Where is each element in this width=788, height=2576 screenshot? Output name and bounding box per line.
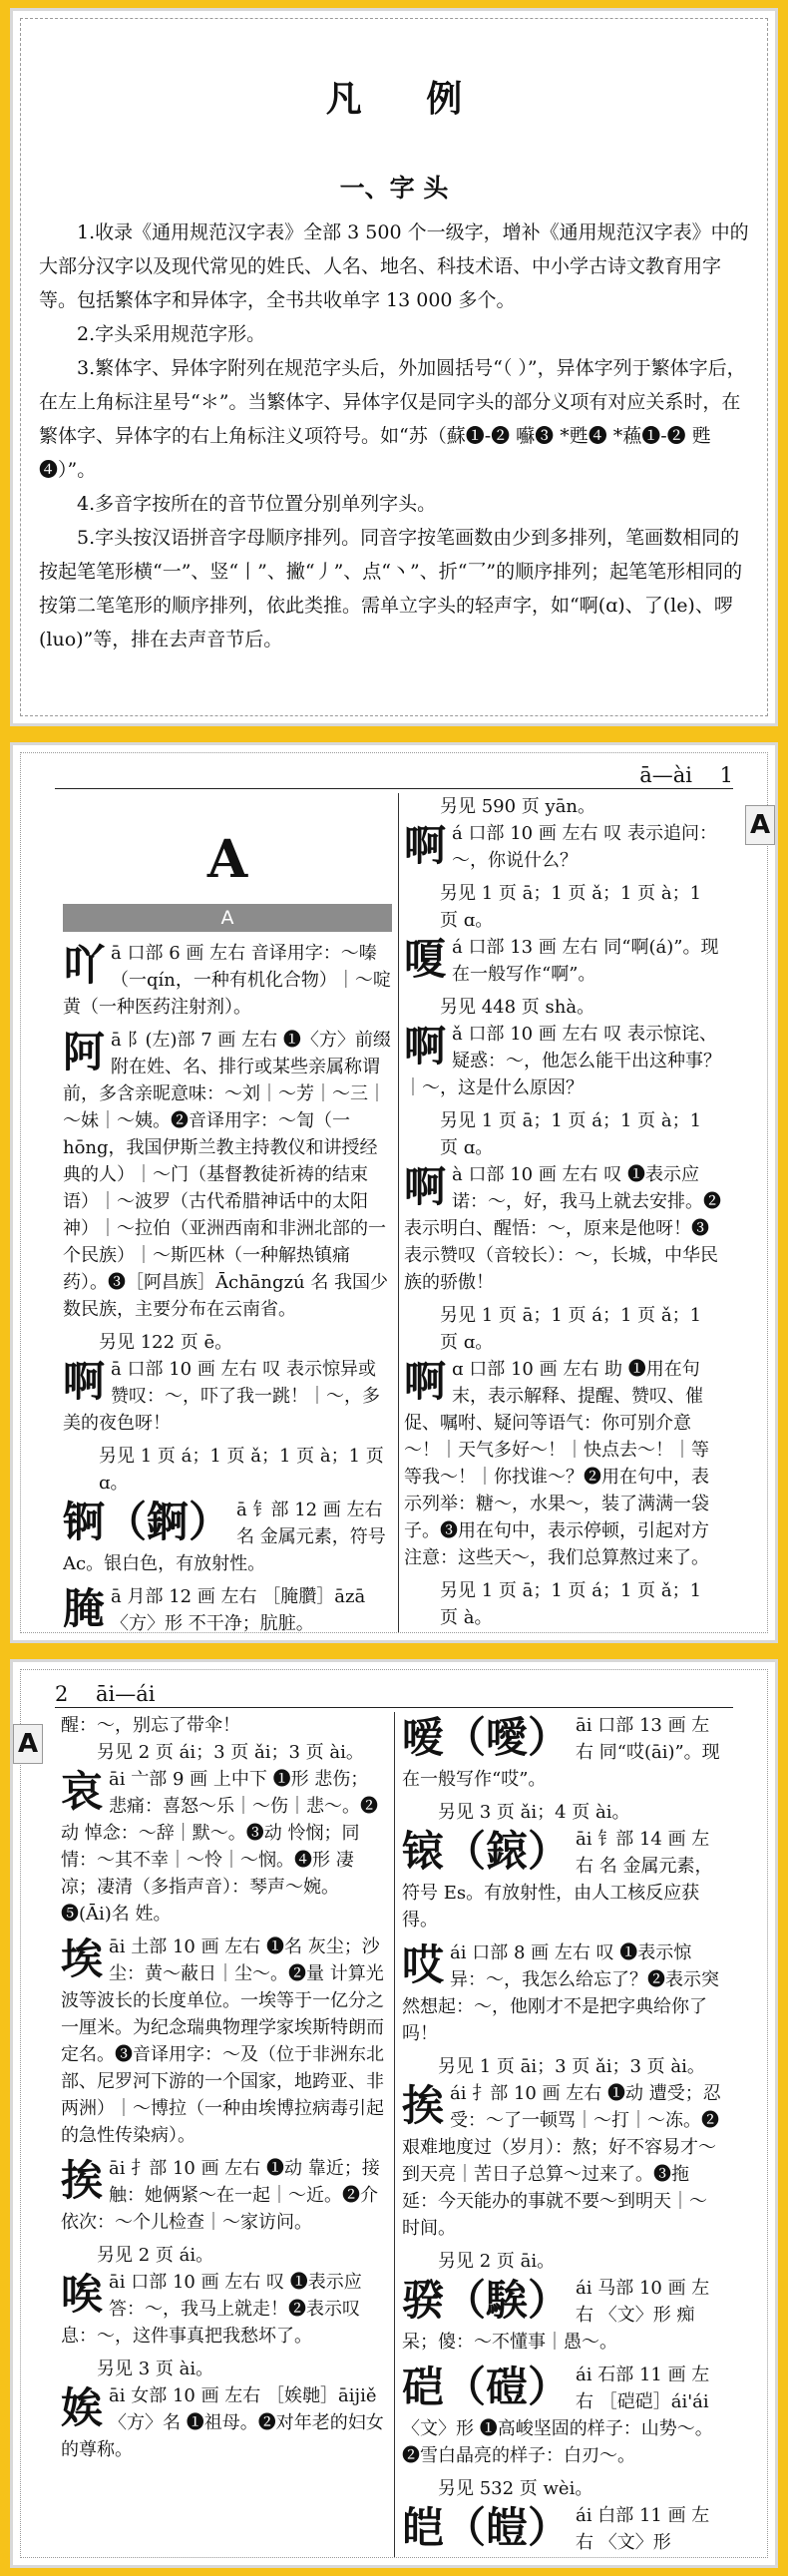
entry-definition: ái 马部 10 画 左右 〈文〉形 痴呆；傻：～不懂事｜愚～。 xyxy=(402,2278,710,2353)
entry-definition: ái 扌部 10 画 左右 ❶动 遭受；忍受：～了一顿骂｜～打｜～冻。❷艰难地度过（岁月）：熬；好不容易才～到天亮｜苦日子总算～过来了。❸拖延：今天能办的事就不要～到明天｜～时间。 xyxy=(402,2083,721,2239)
cross-reference: 另见 532 页 wèi。 xyxy=(438,2478,593,2499)
entry-definition: ā 口部 10 画 左右 叹 表示惊异或赞叹：～，吓了我一跳！｜～，多美的夜色呀！ xyxy=(63,1359,381,1434)
entry-headword: 挨 xyxy=(61,2156,104,2205)
entry-headword: 啊 xyxy=(404,1162,447,1211)
entry-definition: ā 钅部 12 画 左右 名 金属元素，符号 Ac。银白色，有放射性。 xyxy=(63,1500,386,1574)
entry-definition: ā 阝(左)部 7 画 左右 ❶〈方〉前缀 附在姓、名、排行或某些亲属称谓前，多含亲昵意味：～刘｜～芳｜～三｜～妹｜～姨。❷音译用字：～訇（一hōng，我国伊斯兰教主持教仪和讲授经典的人）｜～门（基督教徒祈祷的结束语）｜～波罗（古代希腊神话中的太阳神）｜～拉伯（亚洲西南和非洲北部的一个民族）｜～斯匹林（一种解热镇痛药）。❸［阿昌族］Āchāngzú 名 我国少数民族，主要分布在云南省。 xyxy=(63,1030,391,1320)
running-header: 2 āi—ái xyxy=(55,1678,733,1708)
column-divider xyxy=(394,1712,395,2557)
right-column xyxy=(402,1712,721,2557)
entry-definition: āi 扌部 10 画 左右 ❶动 靠近；接触：她俩紧～在一起｜～近。❷介 依次：～个儿检查｜～家访问。 xyxy=(61,2158,380,2233)
dictionary-entry xyxy=(63,1027,392,1323)
cross-reference: 另见 1 页 ā；1 页 á；1 页 à；1 页 ɑ。 xyxy=(440,1110,702,1158)
entry-definition: ǎ 口部 10 画 左右 叹 表示惊诧、疑惑：～，他怎么能干出这种事？｜～，这是什么原因？ xyxy=(404,1024,721,1098)
dictionary-entry xyxy=(61,2269,385,2350)
thumb-index-tab[interactable]: A xyxy=(745,805,775,845)
entry-headword: 锕（錒） xyxy=(63,1498,231,1546)
entry-definition: āi 口部 10 画 左右 叹 ❶表示应答：～，我马上就走！❷表示叹息：～，这件事真把我愁坏了。 xyxy=(61,2272,362,2347)
preface-paragraph: 5.字头按汉语拼音字母顺序排列。同音字按笔画数由少到多排列，笔画数相同的按起笔笔形横“一”、竖“丨”、撇“丿”、点“丶”、折“乛”的顺序排列；起笔笔形相同的按第二笔笔形的顺序排列，依此类推。需单立字头的轻声字，如“啊(ɑ)、了(le)、啰(luo)”等，排在去声音节后。 xyxy=(39,527,743,650)
entry-definition: á 口部 10 画 左右 叹 表示追问：～，你说什么？ xyxy=(452,823,717,871)
dictionary-entry xyxy=(63,940,392,1021)
right-column xyxy=(404,793,721,1632)
dictionary-entry xyxy=(404,1161,721,1296)
entry-definition: āi 亠部 9 画 上中下 ❶形 悲伤；悲痛：喜怒～乐｜～伤｜悲～。❷动 悼念：～辞｜默～。❸动 怜悯；同情：～其不幸｜～怜｜～悯。❹形 凄凉；凄清（多指声音）：琴声～婉。❺(Āi)名 姓。 xyxy=(61,1769,379,1925)
thumb-index-tab[interactable]: A xyxy=(13,1724,43,1764)
dictionary-entry xyxy=(402,1826,721,1933)
dictionary-entry xyxy=(402,1712,721,1793)
entry-definition: ái 口部 8 画 左右 叹 ❶表示惊异：～，我怎么给忘了？❷表示突然想起：～，他刚才不是把字典给你了吗！ xyxy=(402,1942,720,2044)
entry-headword: 唉 xyxy=(61,2270,104,2319)
entry-headword: 哀 xyxy=(61,1767,104,1816)
entry-continuation: 醒：～，别忘了带伞！ xyxy=(61,1715,240,1736)
left-column xyxy=(63,820,392,1632)
entry-definition: āi 土部 10 画 左右 ❶名 灰尘；沙尘：黄～蔽日｜尘～。❷量 计算光波等波长的长度单位。一埃等于一亿分之一厘米。为纪念瑞典物理学家埃斯特朗而定名。❸音译用字：～及（位于非洲东北部、尼罗河下游的一个国家，地跨亚、非两洲）｜～博拉（一种由埃博拉病毒引起的急性传染病）。 xyxy=(61,1936,384,2146)
cross-reference: 另见 3 页 ǎi；4 页 ài。 xyxy=(438,1802,630,1823)
entry-definition: ái 白部 11 画 左右 〈文〉形 xyxy=(576,2505,710,2553)
cross-reference: 另见 1 页 á；1 页 ǎ；1 页 à；1 页 ɑ。 xyxy=(99,1446,384,1494)
cross-reference: 另见 2 页 ái；3 页 ǎi；3 页 ài。 xyxy=(97,1742,364,1763)
cross-reference: 另见 448 页 shà。 xyxy=(440,997,595,1018)
entry-definition: ā 月部 12 画 左右 ［腌臢］āzā 〈方〉形 不干净；肮脏。 xyxy=(111,1586,366,1632)
cross-reference: 另见 590 页 yān。 xyxy=(440,796,596,817)
entry-headword: 嗄 xyxy=(404,935,447,984)
dictionary-entry xyxy=(404,820,721,874)
dictionary-entry xyxy=(61,1933,385,2149)
letter-heading: A xyxy=(206,829,248,890)
preface-paragraph: 2.字头采用规范字形。 xyxy=(77,323,266,345)
dictionary-entry xyxy=(402,1939,721,2047)
entry-headword: 骙（騃） xyxy=(402,2276,571,2325)
entry-definition: á 口部 13 画 左右 同“啊(á)”。现在一般写作“啊”。 xyxy=(452,937,719,985)
dictionary-entry xyxy=(402,2275,721,2356)
cross-reference: 另见 1 页 ā；1 页 á；1 页 ǎ；1 页 à。 xyxy=(440,1580,702,1628)
entry-headword: 硙（磑） xyxy=(402,2362,571,2411)
entry-definition: à 口部 10 画 左右 叹 ❶表示应诺：～，好，我马上就去安排。❷表示明白、醒悟：～，原来是他呀！❸表示赞叹（音较长）：～，长城，中华民族的骄傲！ xyxy=(404,1164,721,1293)
cross-reference: 另见 2 页 ái。 xyxy=(97,2245,214,2266)
dictionary-entry xyxy=(63,1497,392,1577)
entry-headword: 埃 xyxy=(61,1934,104,1983)
preface-paragraph: 3.繁体字、异体字附列在规范字头后，外加圆括号“（ ）”，异体字列于繁体字后，在左上角标注星号“＊”。当繁体字、异体字仅是同字头的部分义项有对应关系时，在繁体字、异体字的右上角标注义项符号。如“苏（蘇❶-❷ 囌❸ *甦❹ *蘓❶-❷ 甦❹）”。 xyxy=(39,357,746,481)
cross-reference: 另见 1 页 āi；3 页 ǎi；3 页 ài。 xyxy=(438,2056,705,2077)
cross-reference: 另见 122 页 ē。 xyxy=(99,1332,233,1353)
dictionary-entry xyxy=(61,2155,385,2236)
cross-reference: 另见 2 页 āi。 xyxy=(438,2251,556,2272)
preface-body xyxy=(39,215,749,656)
dictionary-entry xyxy=(61,2382,385,2463)
column-divider xyxy=(398,793,399,1632)
dictionary-entry xyxy=(63,1356,392,1437)
entry-headword: 啊 xyxy=(404,1357,447,1406)
cross-reference: 另见 1 页 ā；1 页 á；1 页 ǎ；1 页 ɑ。 xyxy=(440,1305,702,1353)
entry-headword: 哎 xyxy=(402,1940,445,1989)
entry-headword: 腌 xyxy=(63,1584,106,1632)
entry-headword: 挨 xyxy=(402,2081,445,2130)
entry-headword: 啊 xyxy=(404,821,447,870)
entry-definition: āi 钅部 14 画 左右 名 金属元素，符号 Es。有放射性，由人工核反应获得。 xyxy=(402,1829,713,1931)
preface-page xyxy=(10,8,778,726)
entry-definition: ā 口部 6 画 左右 音译用字：～嗪（一qín，一种有机化合物）｜～啶黄（一种医药注射剂）。 xyxy=(63,943,391,1018)
entry-headword: 锿（鎄） xyxy=(402,1827,571,1876)
entry-definition: āi 女部 10 画 左右 ［娭毑］āijiě〈方〉名 ❶祖母。❷对年老的妇女的尊称。 xyxy=(61,2385,384,2460)
preface-paragraph: 4.多音字按所在的音节位置分别单列字头。 xyxy=(77,493,437,515)
entry-headword: 啊 xyxy=(404,1022,447,1071)
entry-headword: 阿 xyxy=(63,1028,106,1076)
dictionary-entry xyxy=(402,2502,721,2557)
entry-definition: ái 石部 11 画 左右 ［硙硙］ái'ái〈文〉形 ❶高峻坚固的样子：山势～。❷雪白晶亮的样子：白刃～。 xyxy=(402,2364,713,2466)
entry-definition: ɑ 口部 10 画 左右 助 ❶用在句末，表示解释、提醒、赞叹、催促、嘱咐、疑问等语气：你可别介意～！｜天气多好～！｜快点去～！｜等等我～！｜你找谁～？❷用在句中，表示列举：糖～，水果～，装了满满一袋子。❸用在句中，表示停顿，引起对方注意：这些天～，我们总算熬过来了。 xyxy=(404,1359,709,1568)
entry-headword: 啊 xyxy=(63,1357,106,1406)
cross-reference: 另见 3 页 ài。 xyxy=(97,2359,214,2379)
dictionary-entry xyxy=(404,1356,721,1571)
preface-paragraph: 1.收录《通用规范汉字表》全部 3 500 个一级字，增补《通用规范汉字表》中的大部分汉字以及现代常见的姓氏、人名、地名、科技术语、中小学古诗文教育用字等。包括繁体字和异体字，全书共收单字 13 000 多个。 xyxy=(39,221,749,311)
dictionary-entry xyxy=(61,1766,385,1928)
left-column xyxy=(61,1712,385,2557)
entry-headword: 嗳（噯） xyxy=(402,1713,571,1762)
dictionary-entry xyxy=(63,1583,392,1632)
syllable-band-a: A xyxy=(63,904,392,932)
entry-definition: āi 口部 13 画 左右 同“哎(āi)”。现在一般写作“哎”。 xyxy=(402,1715,720,1790)
running-header: ā—ài 1 xyxy=(55,759,733,789)
cross-reference: 另见 1 页 ā；1 页 ǎ；1 页 à；1 页 ɑ。 xyxy=(440,883,702,931)
dictionary-entry xyxy=(404,1021,721,1101)
dictionary-entry xyxy=(402,2361,721,2469)
entry-headword: 皑（皚） xyxy=(402,2503,571,2552)
dictionary-entry xyxy=(402,2080,721,2242)
section-title: 一、字 头 xyxy=(339,174,449,203)
dictionary-page-1 xyxy=(10,742,778,1643)
entry-headword: 娭 xyxy=(61,2383,104,2432)
dictionary-page-2 xyxy=(10,1659,778,2568)
entry-headword: 吖 xyxy=(63,941,106,990)
page-title: 凡 例 xyxy=(325,78,489,120)
dictionary-entry xyxy=(404,934,721,988)
